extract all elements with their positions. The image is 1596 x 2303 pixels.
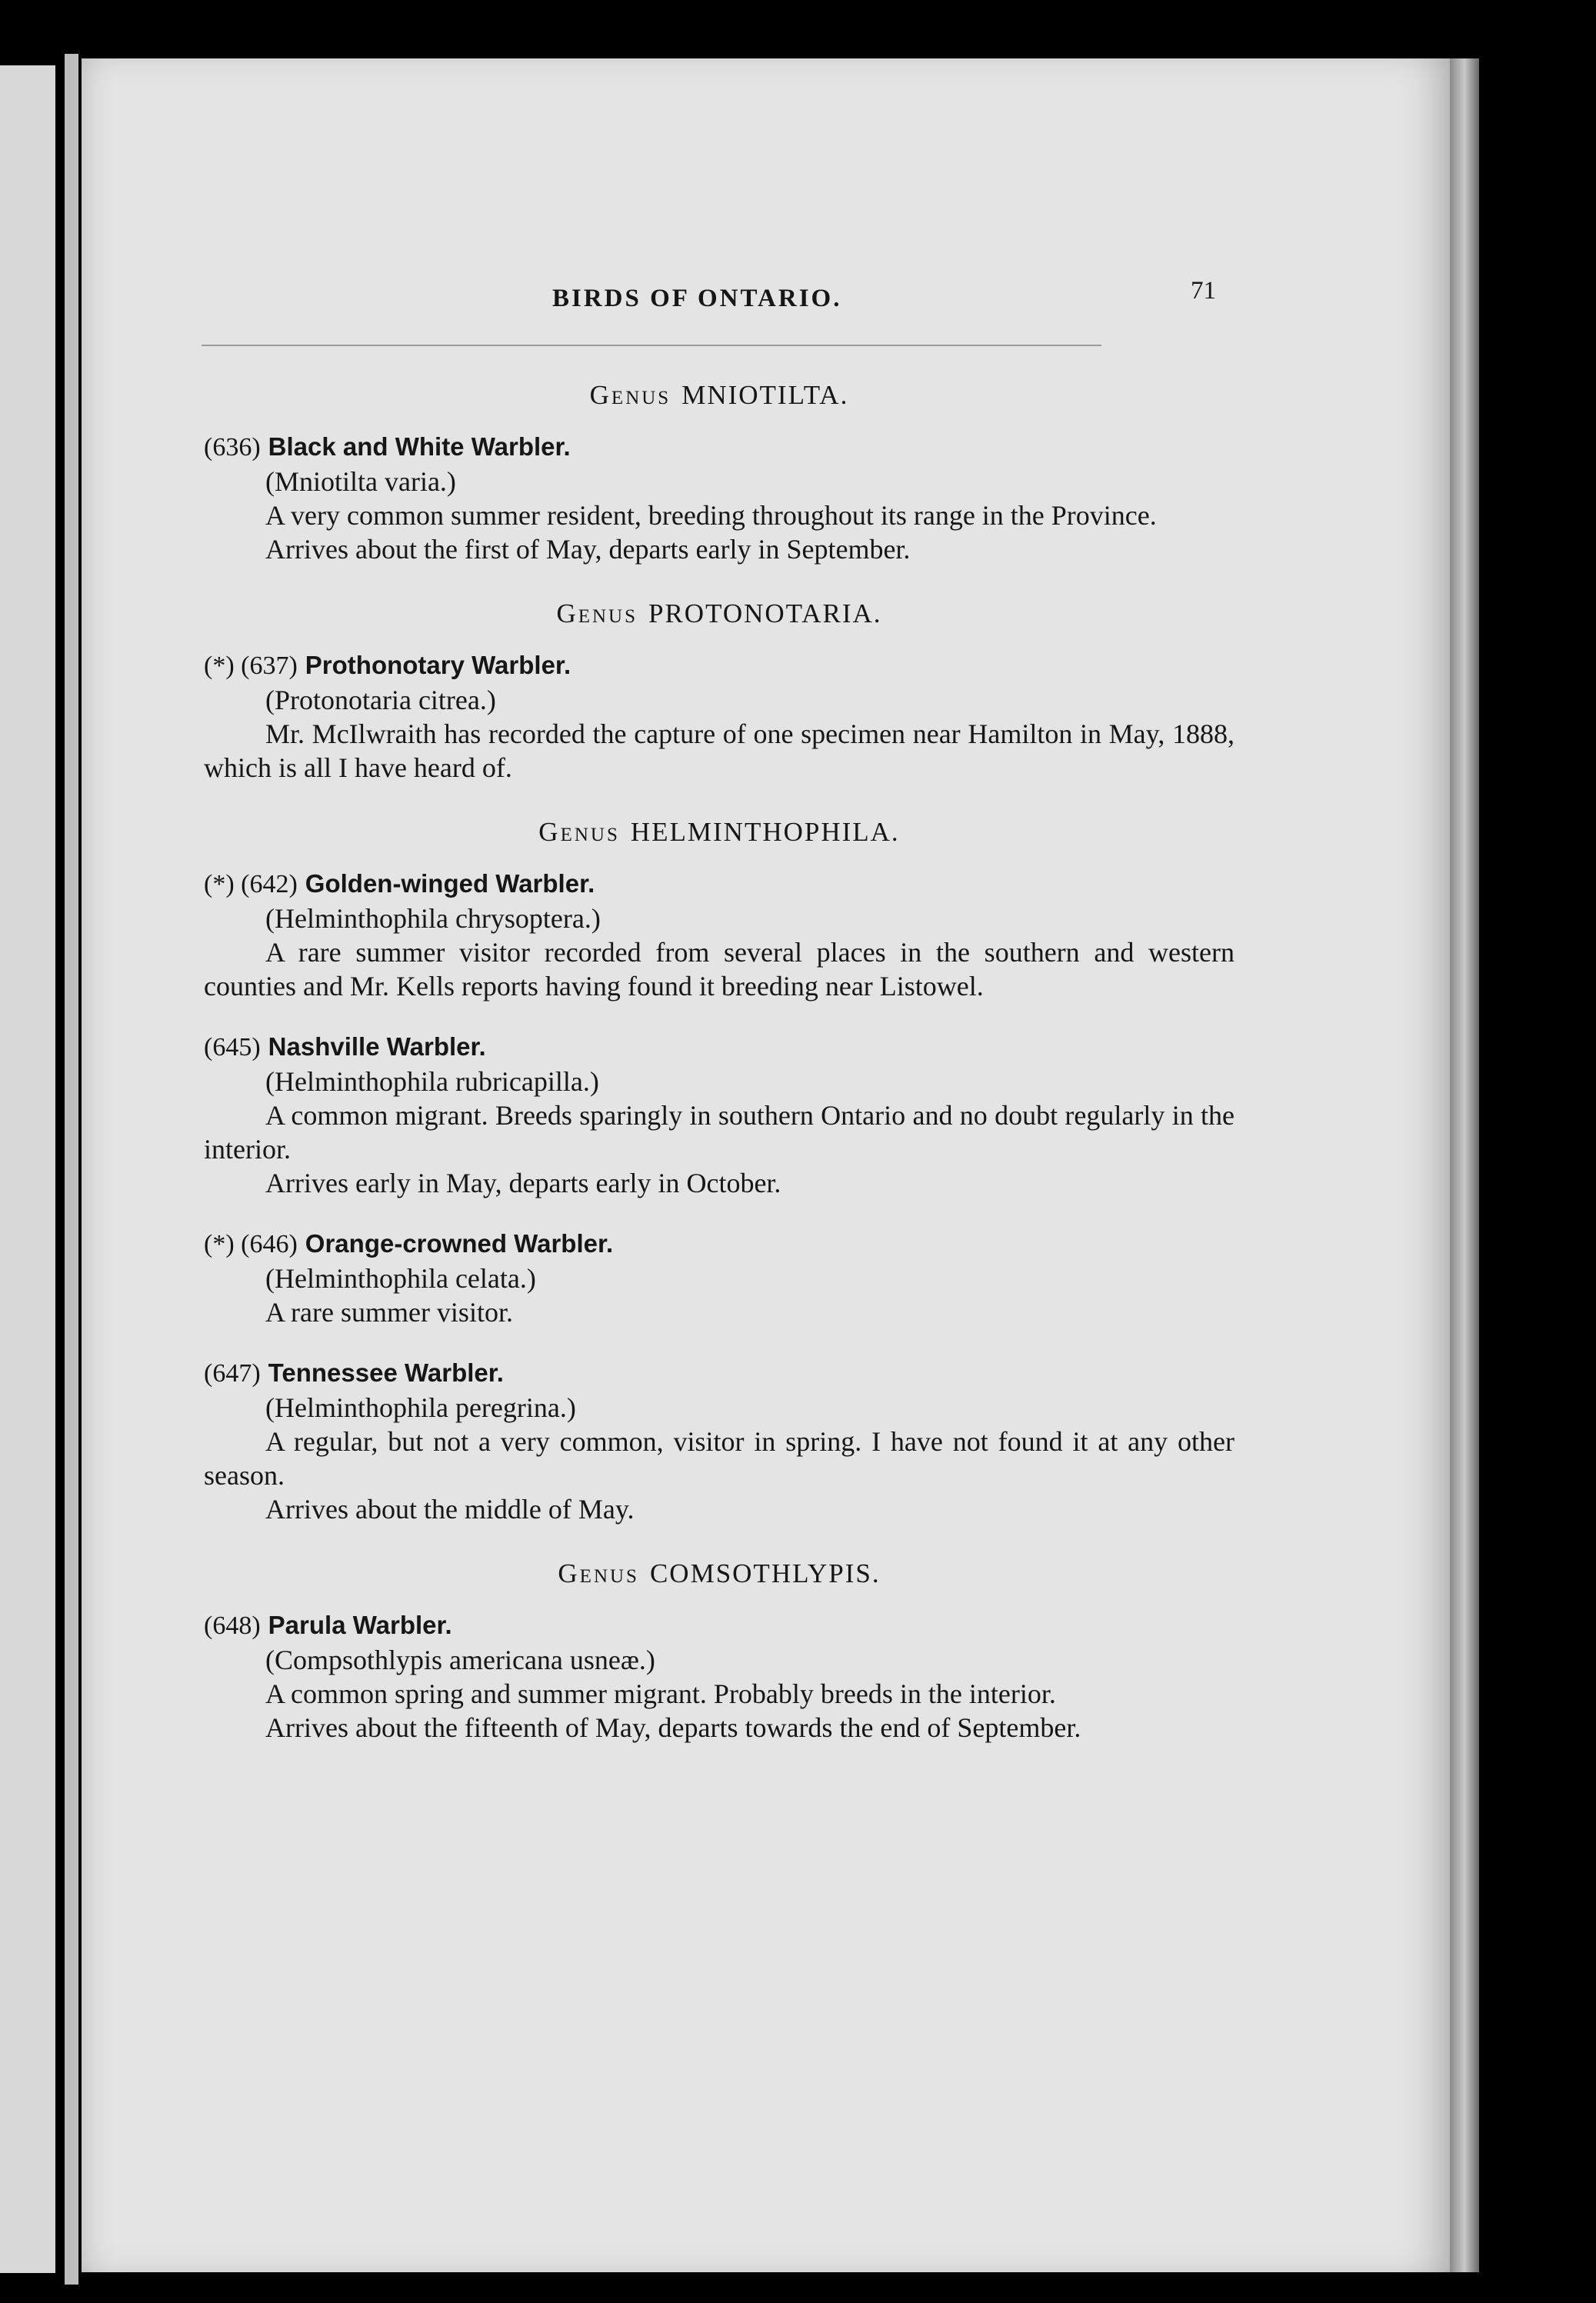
species-number: (*) (646) [204, 1230, 298, 1258]
binding-shadow [65, 54, 78, 2285]
species-description: A regular, but not a very common, visitor in spring. I have not found it at any other season. [204, 1426, 1234, 1491]
page-edge [1450, 58, 1479, 2272]
species-scientific-name: (Mniotilta varia.) [265, 466, 456, 497]
species-scientific-name: (Compsothlypis americana usneæ.) [265, 1645, 655, 1675]
species-entry [204, 1226, 1234, 1329]
adjacent-page-edge [0, 65, 55, 2273]
species-description: A very common summer resident, breeding throughout its range in the Province. [265, 500, 1157, 531]
species-common-name: Golden-winged Warbler. [305, 869, 595, 898]
species-common-name: Tennessee Warbler. [268, 1358, 504, 1387]
species-common-name: Parula Warbler. [268, 1611, 452, 1639]
species-entry [204, 429, 1234, 566]
species-entry [204, 648, 1234, 785]
species-number: (647) [204, 1359, 261, 1388]
species-common-name: Nashville Warbler. [268, 1032, 486, 1061]
species-scientific-name: (Helminthophila celata.) [265, 1263, 536, 1294]
page-number: 71 [1191, 277, 1216, 305]
species-scientific-name: (Protonotaria citrea.) [265, 685, 496, 715]
species-description: Mr. McIlwraith has recorded the capture of one specimen near Hamilton in May, 1888, which is all I have heard of. [204, 718, 1234, 783]
genus-heading: Genus PROTONOTARIA. [556, 598, 882, 628]
species-common-name: Prothonotary Warbler. [305, 651, 571, 679]
species-entry [204, 1608, 1234, 1745]
species-description: A rare summer visitor. [265, 1297, 513, 1328]
species-entry [204, 866, 1234, 1003]
species-scientific-name: (Helminthophila rubricapilla.) [265, 1066, 599, 1097]
species-entry [204, 1029, 1234, 1200]
genus-heading: Genus COMSOTHLYPIS. [558, 1558, 881, 1588]
species-description: A common migrant. Breeds sparingly in southern Ontario and no doubt regularly in the interior. [204, 1100, 1234, 1165]
species-dates: Arrives about the middle of May. [265, 1494, 635, 1525]
species-entry [204, 1355, 1234, 1526]
header-rule [202, 345, 1101, 346]
running-title: BIRDS OF ONTARIO. [552, 285, 842, 312]
species-number: (648) [204, 1611, 261, 1640]
species-number: (645) [204, 1033, 261, 1062]
species-dates: Arrives about the first of May, departs early in September. [265, 534, 911, 565]
species-common-name: Orange-crowned Warbler. [305, 1229, 614, 1258]
genus-heading: Genus HELMINTHOPHILA. [538, 817, 900, 847]
species-scientific-name: (Helminthophila peregrina.) [265, 1392, 576, 1423]
species-dates: Arrives about the fifteenth of May, departs towards the end of September. [265, 1712, 1081, 1743]
species-number: (636) [204, 433, 261, 462]
species-number: (*) (642) [204, 870, 298, 898]
genus-heading: Genus MNIOTILTA. [589, 380, 849, 410]
species-scientific-name: (Helminthophila chrysoptera.) [265, 903, 601, 934]
page-body [204, 378, 1234, 1745]
species-description: A rare summer visitor recorded from several places in the southern and western counties and Mr. Kells reports having found it breeding near Listowel. [204, 937, 1234, 1002]
species-dates: Arrives early in May, departs early in October. [265, 1168, 781, 1198]
species-description: A common spring and summer migrant. Probably breeds in the interior. [265, 1678, 1056, 1709]
species-number: (*) (637) [204, 652, 298, 680]
species-common-name: Black and White Warbler. [268, 432, 571, 461]
